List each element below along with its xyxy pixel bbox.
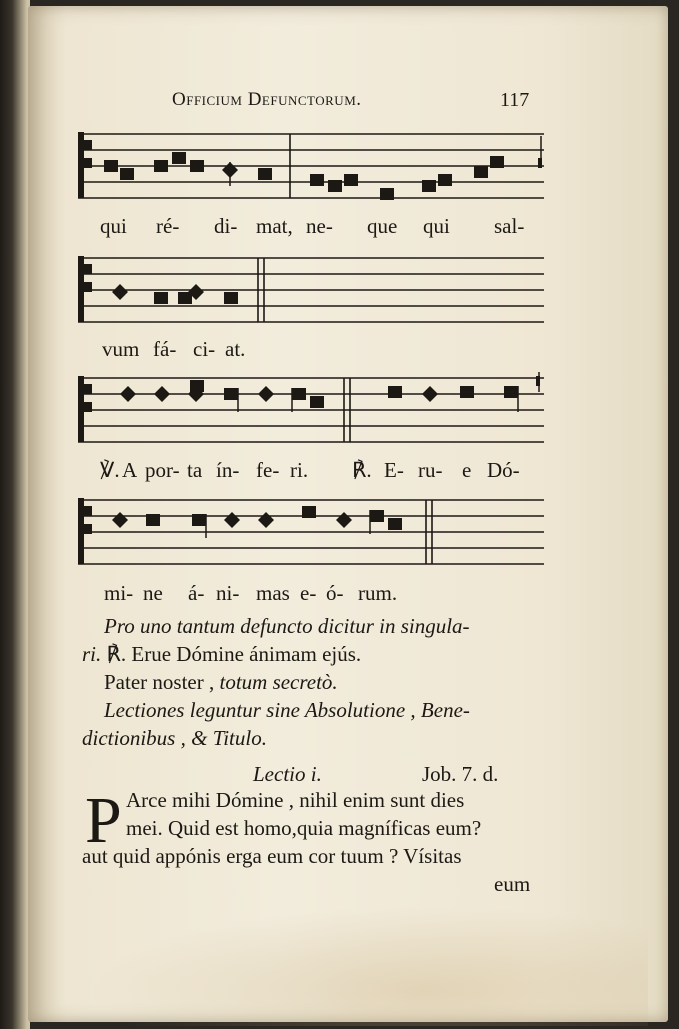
chant-staff-1 xyxy=(78,128,544,200)
syllable: vum xyxy=(102,337,140,361)
syllable: e- xyxy=(300,581,317,605)
syllable: á- xyxy=(188,581,205,605)
chant-staff-4 xyxy=(78,494,544,566)
lyrics-line-1 xyxy=(0,214,679,242)
syllable: ta xyxy=(187,458,203,482)
syllable: mat, xyxy=(256,214,293,238)
response-sign: ℟. xyxy=(352,458,372,482)
syllable: ci- xyxy=(193,337,216,361)
lections-rubric-2 xyxy=(82,726,267,751)
catchword: eum xyxy=(494,872,531,896)
lyrics-line-2 xyxy=(0,337,679,365)
versicle-sign: ℣. xyxy=(100,458,120,482)
syllable: ne- xyxy=(306,214,333,238)
syllable: Dó- xyxy=(487,458,520,482)
syllable: ni- xyxy=(216,581,240,605)
page-header xyxy=(172,89,542,115)
syllable: di- xyxy=(214,214,238,238)
lesson-heading: Lectio i. xyxy=(253,762,322,786)
chant-staff-3 xyxy=(78,372,544,444)
syllable: fá- xyxy=(153,337,177,361)
rubric-line-2 xyxy=(82,642,361,667)
syllable: ri. xyxy=(290,458,309,482)
lyrics-line-4 xyxy=(0,581,679,609)
rubric-word: dictionibus , xyxy=(82,726,186,750)
page-number: 117 xyxy=(500,89,530,111)
lyrics-line-3 xyxy=(0,458,679,486)
page-stain xyxy=(88,906,648,1026)
scripture-reference: Job. 7. d. xyxy=(422,762,499,786)
syllable: que xyxy=(367,214,398,238)
syllable: rum. xyxy=(358,581,398,605)
syllable: qui xyxy=(100,214,127,238)
syllable: ó- xyxy=(326,581,344,605)
syllable: ne xyxy=(143,581,163,605)
pater-noster: Pater noster , xyxy=(104,670,215,694)
syllable: sal- xyxy=(494,214,525,238)
drop-capital: P xyxy=(85,784,122,857)
lesson-line-2: mei. Quid est homo,quia magníficas eum? xyxy=(126,816,482,840)
lections-rubric-1: Lectiones leguntur sine Absolutione , Bene- xyxy=(104,698,470,722)
lesson-line-3: aut quid appónis erga eum cor tuum ? Vísitas xyxy=(82,844,462,868)
syllable: por- xyxy=(145,458,180,482)
response-text: ℟. Erue Dómine ánimam ejús. xyxy=(106,642,362,666)
syllable: ré- xyxy=(156,214,180,238)
syllable: A xyxy=(122,458,138,482)
rubric-line-1: Pro uno tantum defuncto dicitur in singula- xyxy=(104,614,470,638)
binding-edge xyxy=(0,0,30,1029)
syllable: qui xyxy=(423,214,450,238)
syllable: at. xyxy=(225,337,246,361)
syllable: e xyxy=(462,458,472,482)
pater-rubric: totum secretò. xyxy=(219,670,338,694)
rubric-word: Titulo. xyxy=(212,726,267,750)
ampersand: & xyxy=(191,726,208,750)
chant-staff-2 xyxy=(78,252,544,324)
lesson-line-1: Arce mihi Dómine , nihil enim sunt dies xyxy=(126,788,465,812)
syllable: E- xyxy=(384,458,404,482)
running-title: Officium Defunctorum. xyxy=(172,89,362,110)
pater-noster-line xyxy=(104,670,338,695)
syllable: fe- xyxy=(256,458,280,482)
syllable: ru- xyxy=(418,458,443,482)
rubric-continuation: ri. xyxy=(82,642,102,666)
syllable: mas xyxy=(256,581,290,605)
syllable: ín- xyxy=(216,458,240,482)
syllable: mi- xyxy=(104,581,134,605)
